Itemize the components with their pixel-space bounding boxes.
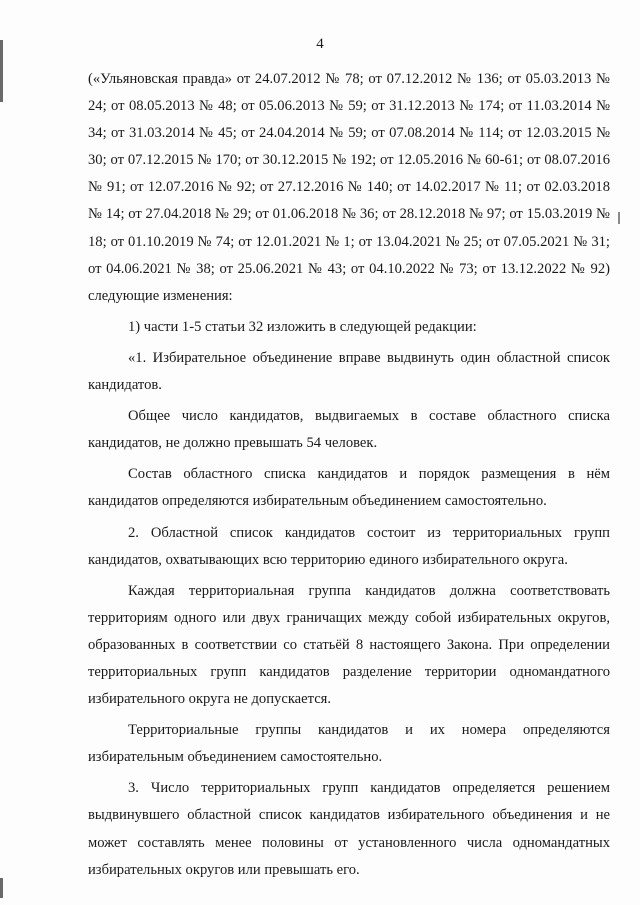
- scan-speck: [618, 212, 620, 224]
- paragraph-source-list: («Ульяновская правда» от 24.07.2012 № 78; от 07.12.2012 № 136; от 05.03.2013 № 24; от 08.05.2013 № 48; от 05.06.2013 № 59; от 31.12.2013 № 174; от 11.03.2014 № 34; от 31.03.2014 № 45; от 24.04.2014 № 59; от 07.08.2014 № 114; от 12.03.2015 № 30; от 07.12.2015 № 170; от 30.12.2015 № 192; от 12.05.2016 № 60-61; от 08.07.2016 № 91; от 12.07.2016 № 92; от 27.12.2016 № 140; от 14.02.2017 № 11; от 02.03.2018 № 14; от 27.04.2018 № 29; от 01.06.2018 № 36; от 28.12.2018 № 97; от 15.03.2019 № 18; от 01.10.2019 № 74; от 12.01.2021 № 1; от 13.04.2021 № 25; от 07.05.2021 № 31; от 04.06.2021 № 38; от 25.06.2021 № 43; от 04.10.2022 № 73; от 13.12.2022 № 92) следующие изменения:: [88, 71, 610, 304]
- paragraph-part-3: 3. Число территориальных групп кандидатов определяется решением выдвинувшего областной список кандидатов избирательного объединения и не может составлять менее половины от установленного числа одномандатных избирательных округов или превышать его.: [88, 780, 610, 878]
- paragraph-part-1: «1. Избирательное объединение вправе выдвинуть один областной список кандидатов.: [88, 349, 610, 394]
- paragraph-territorial-group: Каждая территориальная группа кандидатов должна соответствовать территориям одного или двух граничащих между собой избирательных округов, образованных в соответствии со статьёй 8 настоящего Закона. При определении территориальных групп кандидатов разделение территории одномандатного избирательного округа не допускается.: [88, 582, 610, 708]
- paragraph-group-numbers: Территориальные группы кандидатов и их номера определяются избирательным объединением самостоятельно.: [88, 722, 610, 766]
- paragraph-part-2: 2. Областной список кандидатов состоит из территориальных групп кандидатов, охватывающих всю территорию единого избирательного округа.: [88, 524, 610, 568]
- paragraph-total-candidates: Общее число кандидатов, выдвигаемых в составе областного списка кандидатов, не должно превышать 54 человек.: [88, 408, 610, 452]
- page-number: 4: [316, 36, 324, 52]
- paragraph-list-composition: Состав областного списка кандидатов и порядок размещения в нём кандидатов определяются избирательным объединением самостоятельно.: [88, 466, 610, 510]
- scan-edge-mark-top: [0, 40, 3, 102]
- paragraph-amendment-item-1: 1) части 1-5 статьи 32 изложить в следующей редакции:: [128, 318, 477, 335]
- scan-edge-mark-bottom: [0, 878, 3, 898]
- document-body: [88, 66, 610, 884]
